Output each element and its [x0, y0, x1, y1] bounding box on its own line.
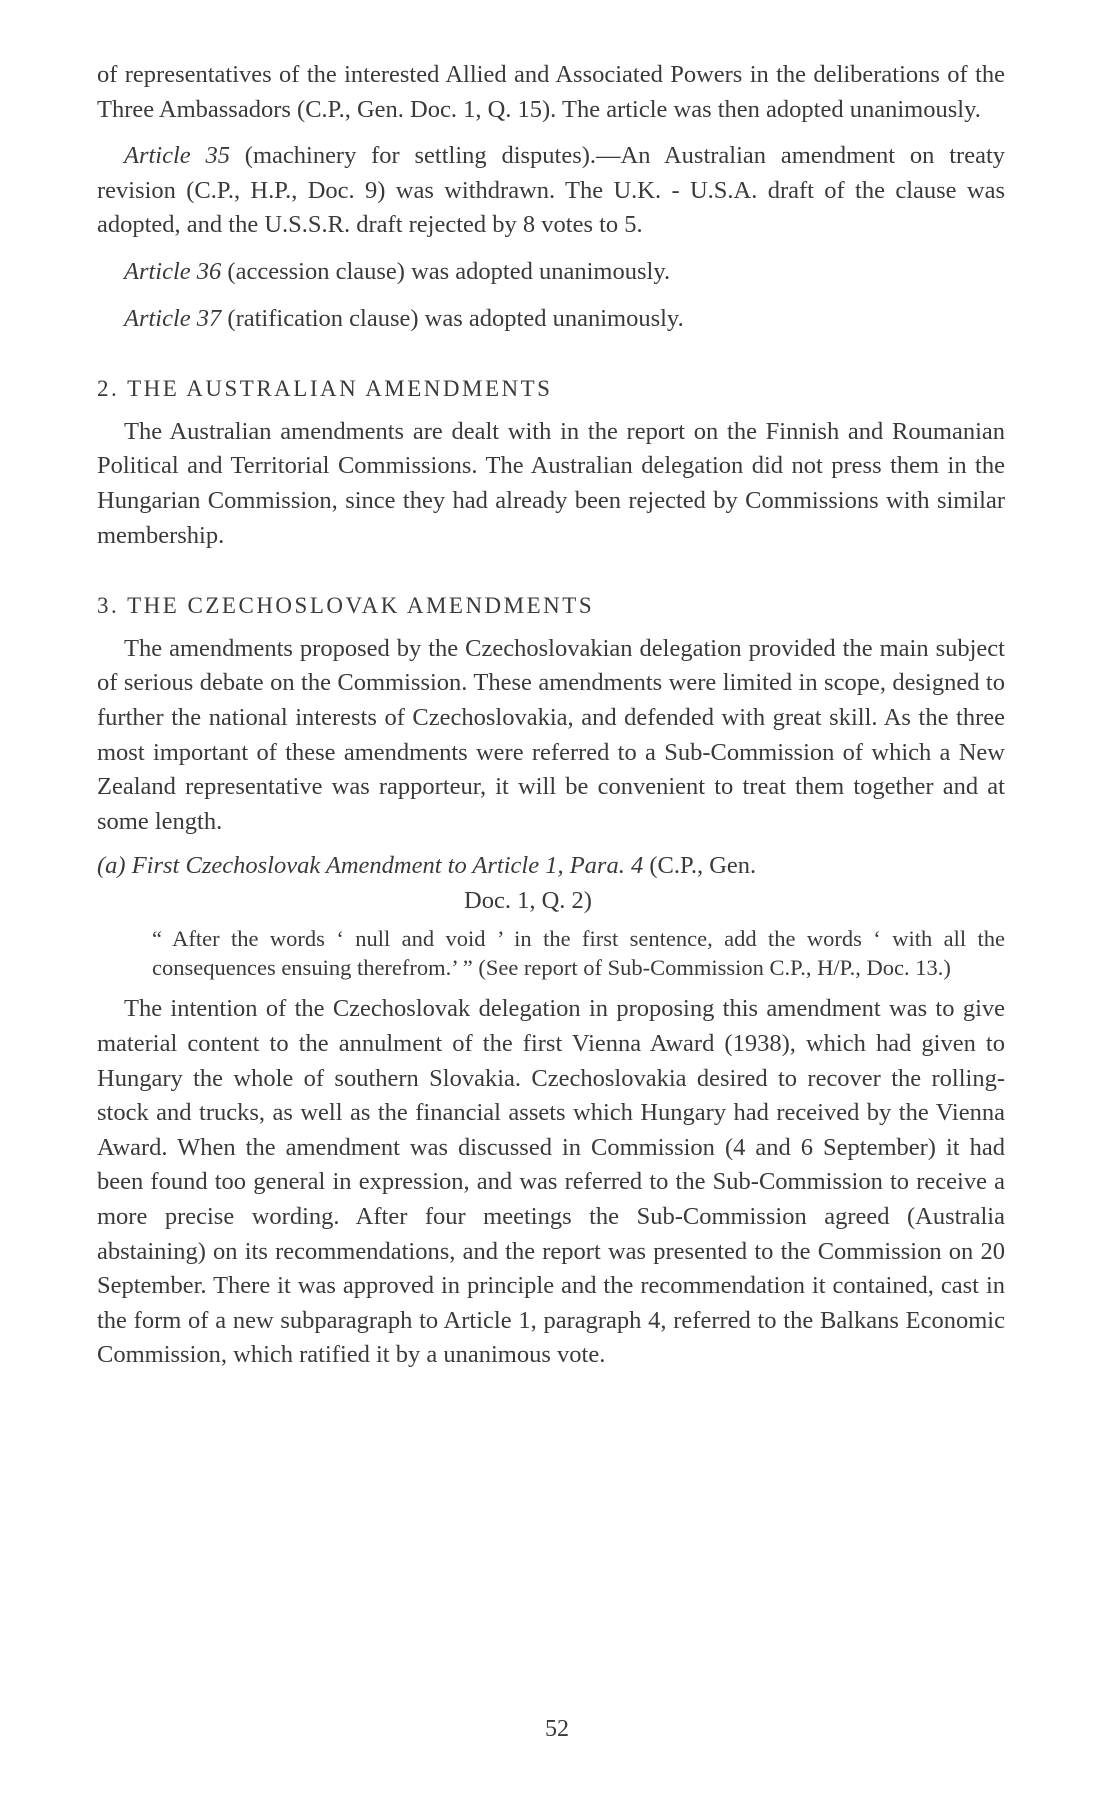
section-3-paragraph: The amendments proposed by the Czechoslovakian delegation provided the main subject of serious debate on the Commission. These amendments were limited in scope, designed to further the national interests of Czechoslovakia, and defended with great skill. As the three most important of these amendments were referred to a Sub-Commission of which a New Zealand representative was rapporteur, it will be convenient to treat them together and at some length. [97, 634, 1005, 835]
article-36-text: (accession clause) was adopted unanimously. [221, 257, 671, 285]
article-35-paragraph [97, 139, 1005, 243]
section-3-heading: 3. THE CZECHOSLOVAK AMENDMENTS [97, 593, 595, 619]
article-37-label: Article 37 [124, 304, 222, 332]
section-2-paragraph: The Australian amendments are dealt with in the report on the Finnish and Roumanian Political and Territorial Commissions. The Australian delegation did not press them in the Hungarian Commission, since they had already been rejected by Commissions with similar membership. [97, 417, 1005, 549]
amendment-a-doc-ref-1: (C.P., Gen. [649, 852, 757, 880]
article-35-text: (machinery for settling disputes).—An Australian amendment on treaty revision (C.P., H.P., Doc. 9) was withdrawn. The U.K. - U.S.A. draft of the clause was adopted, and the U.S.S.R. draft rejected by 8 votes to 5. [97, 142, 1006, 239]
article-37-text: (ratification clause) was adopted unanimously. [221, 304, 684, 332]
article-35-label: Article 35 [124, 142, 230, 170]
amendment-a-title: First Czechoslovak Amendment to Article 1, Para. 4 [131, 852, 644, 880]
page-number: 52 [545, 1716, 569, 1742]
amendment-a-heading [97, 849, 1005, 918]
article-36-label: Article 36 [124, 257, 222, 285]
amendment-a-doc-ref-2: Doc. 1, Q. 2) [464, 886, 592, 914]
document-page [97, 58, 1005, 1373]
intro-paragraph: of representatives of the interested Allied and Associated Powers in the deliberations of the Three Ambassadors (C.P., Gen. Doc. 1, Q. 15). The article was then adopted unanimously. [97, 61, 1005, 123]
amendment-a-quote: “ After the words ‘ null and void ’ in the first sentence, add the words ‘ with all the consequences ensuing therefrom.’ ” (See report of Sub-Commission C.P., H/P., Doc. 13.) [152, 926, 1005, 981]
article-37-paragraph [97, 302, 1005, 337]
amendment-a-paragraph: The intention of the Czechoslovak delegation in proposing this amendment was to give material content to the annulment of the first Vienna Award (1938), which had given to Hungary the whole of southern Slovakia. Czechoslovakia desired to recover the rolling-stock and trucks, as well as the financial assets which Hungary had received by the Vienna Award. When the amendment was discussed in Commission (4 and 6 September) it had been found too general in expression, and was referred to the Sub-Commission to receive a more precise wording. After four meetings the Sub-Commission agreed (Australia abstaining) on its recommendations, and the report was presented to the Commission on 20 September. There it was approved in principle and the recommendation it contained, cast in the form of a new subparagraph to Article 1, paragraph 4, referred to the Balkans Economic Commission, which ratified it by a unanimous vote. [97, 995, 1005, 1369]
amendment-a-marker: (a) [97, 852, 126, 880]
section-2-heading: 2. THE AUSTRALIAN AMENDMENTS [97, 376, 553, 402]
article-36-paragraph [97, 255, 1005, 290]
